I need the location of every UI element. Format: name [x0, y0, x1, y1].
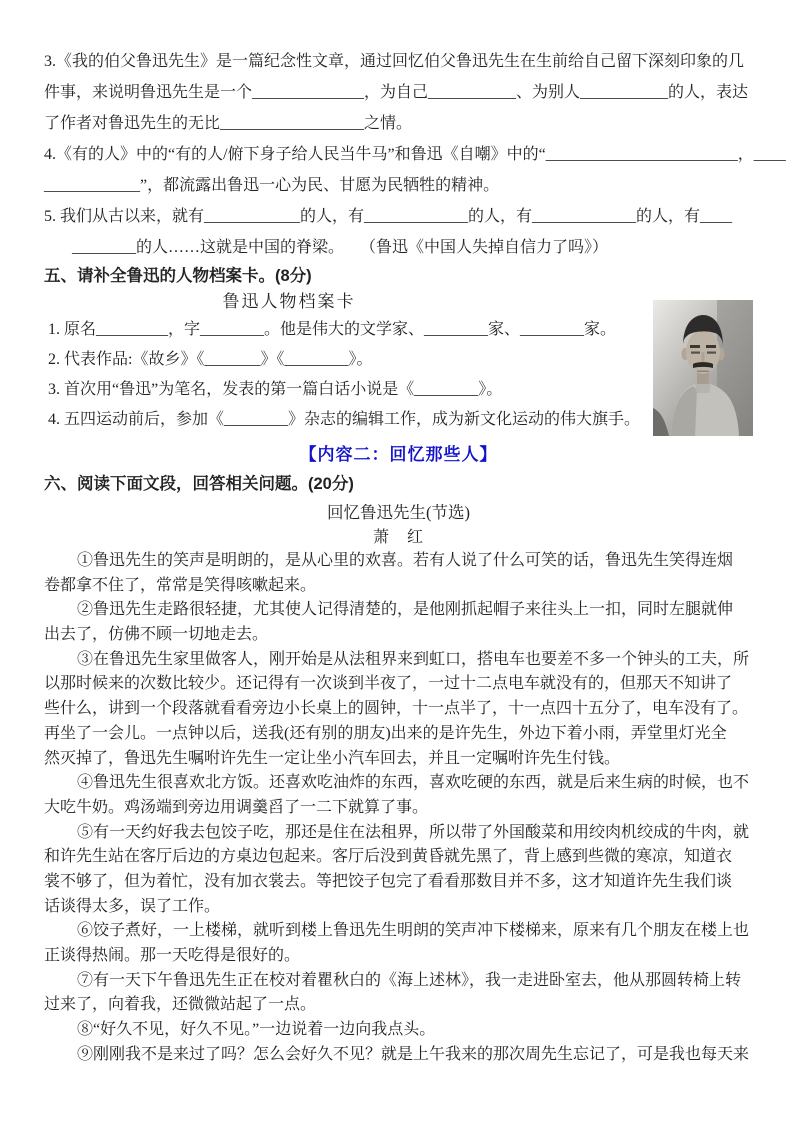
- passage-line: 裳不够了，但为着忙，没有加衣裳去。等把饺子包完了看看那数目并不多，这才知道许先生我们谈: [44, 872, 733, 890]
- passage-line: 然灭掉了，鲁迅先生嘱咐许先生一定让坐小汽车回去，并且一定嘱咐许先生付钱。: [44, 749, 621, 767]
- text-line: 了作者对鲁迅先生的无比__________________之情。: [44, 115, 413, 132]
- text-line: 3. 首次用“鲁迅”为笔名，发表的第一篇白话小说是《________》。: [48, 381, 503, 398]
- passage-line: 正谈得热闹。那一天吃得是很好的。: [44, 947, 301, 964]
- text-line: 件事，来说明鲁迅先生是一个______________，为自己___________、为别人___________的人，表达: [44, 84, 749, 101]
- content-banner: 【内容二：回忆那些人】: [299, 445, 498, 464]
- passage-line: 些什么，讲到一个段落就看看旁边小长桌上的圆钟，十一点半了，十一点四十五分了，电车没有了。: [44, 700, 749, 718]
- passage-line: 和许先生站在客厅后边的方桌边包起来。客厅后没到黄昏就先黑了，背上感到些微的寒凉，知道衣: [44, 848, 733, 866]
- passage-line: ⑦有一天下午鲁迅先生正在校对着瞿秋白的《海上述林》，我一走进卧室去，他从那圆转椅上转: [77, 971, 742, 989]
- question-3: [44, 46, 753, 139]
- passage-line: 以那时候来的次数比较少。还记得有一次谈到半夜了，一过十二点电车就没有的，但那天不知讲了: [44, 675, 733, 693]
- passage-line: ⑤有一天约好我去包饺子吃，那还是住在法租界，所以带了外国酸菜和用绞肉机绞成的牛肉，就: [77, 823, 750, 841]
- passage-line: 过来了，向着我，还微微站起了一点。: [44, 996, 317, 1014]
- question-5: [44, 201, 753, 232]
- passage-line: ①鲁迅先生的笑声是明朗的，是从心里的欢喜。若有人说了什么可笑的话，鲁迅先生笑得连烟: [77, 552, 734, 569]
- archive-card-title: 鲁迅人物档案卡: [222, 292, 356, 311]
- question-4: [44, 139, 786, 201]
- passage-line: 出去了，仿佛不顾一切地走去。: [44, 626, 269, 644]
- text-line: 5. 我们从古以来，就有____________的人，有_____________的人，有_____________的人，有____: [44, 208, 733, 225]
- text-line: 1. 原名_________，字________。他是伟大的文学家、________家、________家。: [48, 321, 617, 338]
- passage-line: 话谈得太多，误了工作。: [44, 897, 221, 915]
- luxun-photo: [653, 300, 753, 436]
- passage-line: 大吃牛奶。鸡汤端到旁边用调羹舀了一二下就算了事。: [44, 798, 429, 816]
- text-line: 4. 五四运动前后，参加《________》杂志的编辑工作，成为新文化运动的伟大旗手。: [48, 411, 641, 428]
- question-5-line-2: [44, 232, 753, 263]
- passage-title: 回忆鲁迅先生(节选): [327, 503, 470, 522]
- section-6-heading: 六、阅读下面文段，回答相关问题。(20分): [44, 475, 354, 493]
- text-line: 2. 代表作品:《故乡》《_______》《________》。: [48, 351, 373, 368]
- passage-line: ⑨刚刚我不是来过了吗？怎么会好久不见？就是上午我来的那次周先生忘记了，可是我也每天来: [77, 1045, 750, 1063]
- section-5-heading: 五、请补全鲁迅的人物档案卡。(8分): [44, 267, 312, 285]
- question-5-blank-continuation: ________的人……这就是中国的脊梁。: [72, 239, 345, 256]
- passage-line: 卷都拿不住了，常常是笑得咳嗽起来。: [44, 576, 317, 594]
- passage-line: ③在鲁迅先生家里做客人，刚开始是从法租界来到虹口，搭电车也要差不多一个钟头的工夫，所: [77, 650, 750, 668]
- text-line: ____________”，都流露出鲁迅一心为民、甘愿为民牺牲的精神。: [44, 177, 500, 194]
- passage-line: 再坐了一会儿。一点钟以后，送我(还有别的朋友)出来的是许先生，外边下着小雨，弄堂里灯光全: [44, 724, 727, 742]
- passage-paragraphs: [44, 549, 753, 1067]
- question-5-source-citation: （鲁迅《中国人失掉自信力了吗》）: [368, 239, 609, 256]
- text-line: 4.《有的人》中的“有的人/俯下身子给人民当牛马”和鲁迅《自嘲》中的“________________________，____: [44, 146, 786, 163]
- passage-line: ⑥饺子煮好，一上楼梯，就听到楼上鲁迅先生明朗的笑声冲下楼梯来，原来有几个朋友在楼上也: [77, 922, 750, 940]
- passage-line: ④鲁迅先生很喜欢北方饭。还喜欢吃油炸的东西，喜欢吃硬的东西，就是后来生病的时候，也不: [77, 774, 750, 792]
- passage-line: ⑧“好久不见，好久不见。”一边说着一边向我点头。: [77, 1021, 436, 1039]
- text-line: 3.《我的伯父鲁迅先生》是一篇纪念性文章，通过回忆伯父鲁迅先生在生前给自己留下深刻印象的几: [44, 53, 745, 70]
- archive-card-items: [44, 315, 753, 435]
- luxun-portrait-icon: [653, 300, 753, 436]
- passage-author: 萧 红: [372, 529, 424, 546]
- passage-line: ②鲁迅先生走路很轻捷，尤其使人记得清楚的，是他刚抓起帽子来往头上一扣，同时左腿就伸: [77, 601, 734, 619]
